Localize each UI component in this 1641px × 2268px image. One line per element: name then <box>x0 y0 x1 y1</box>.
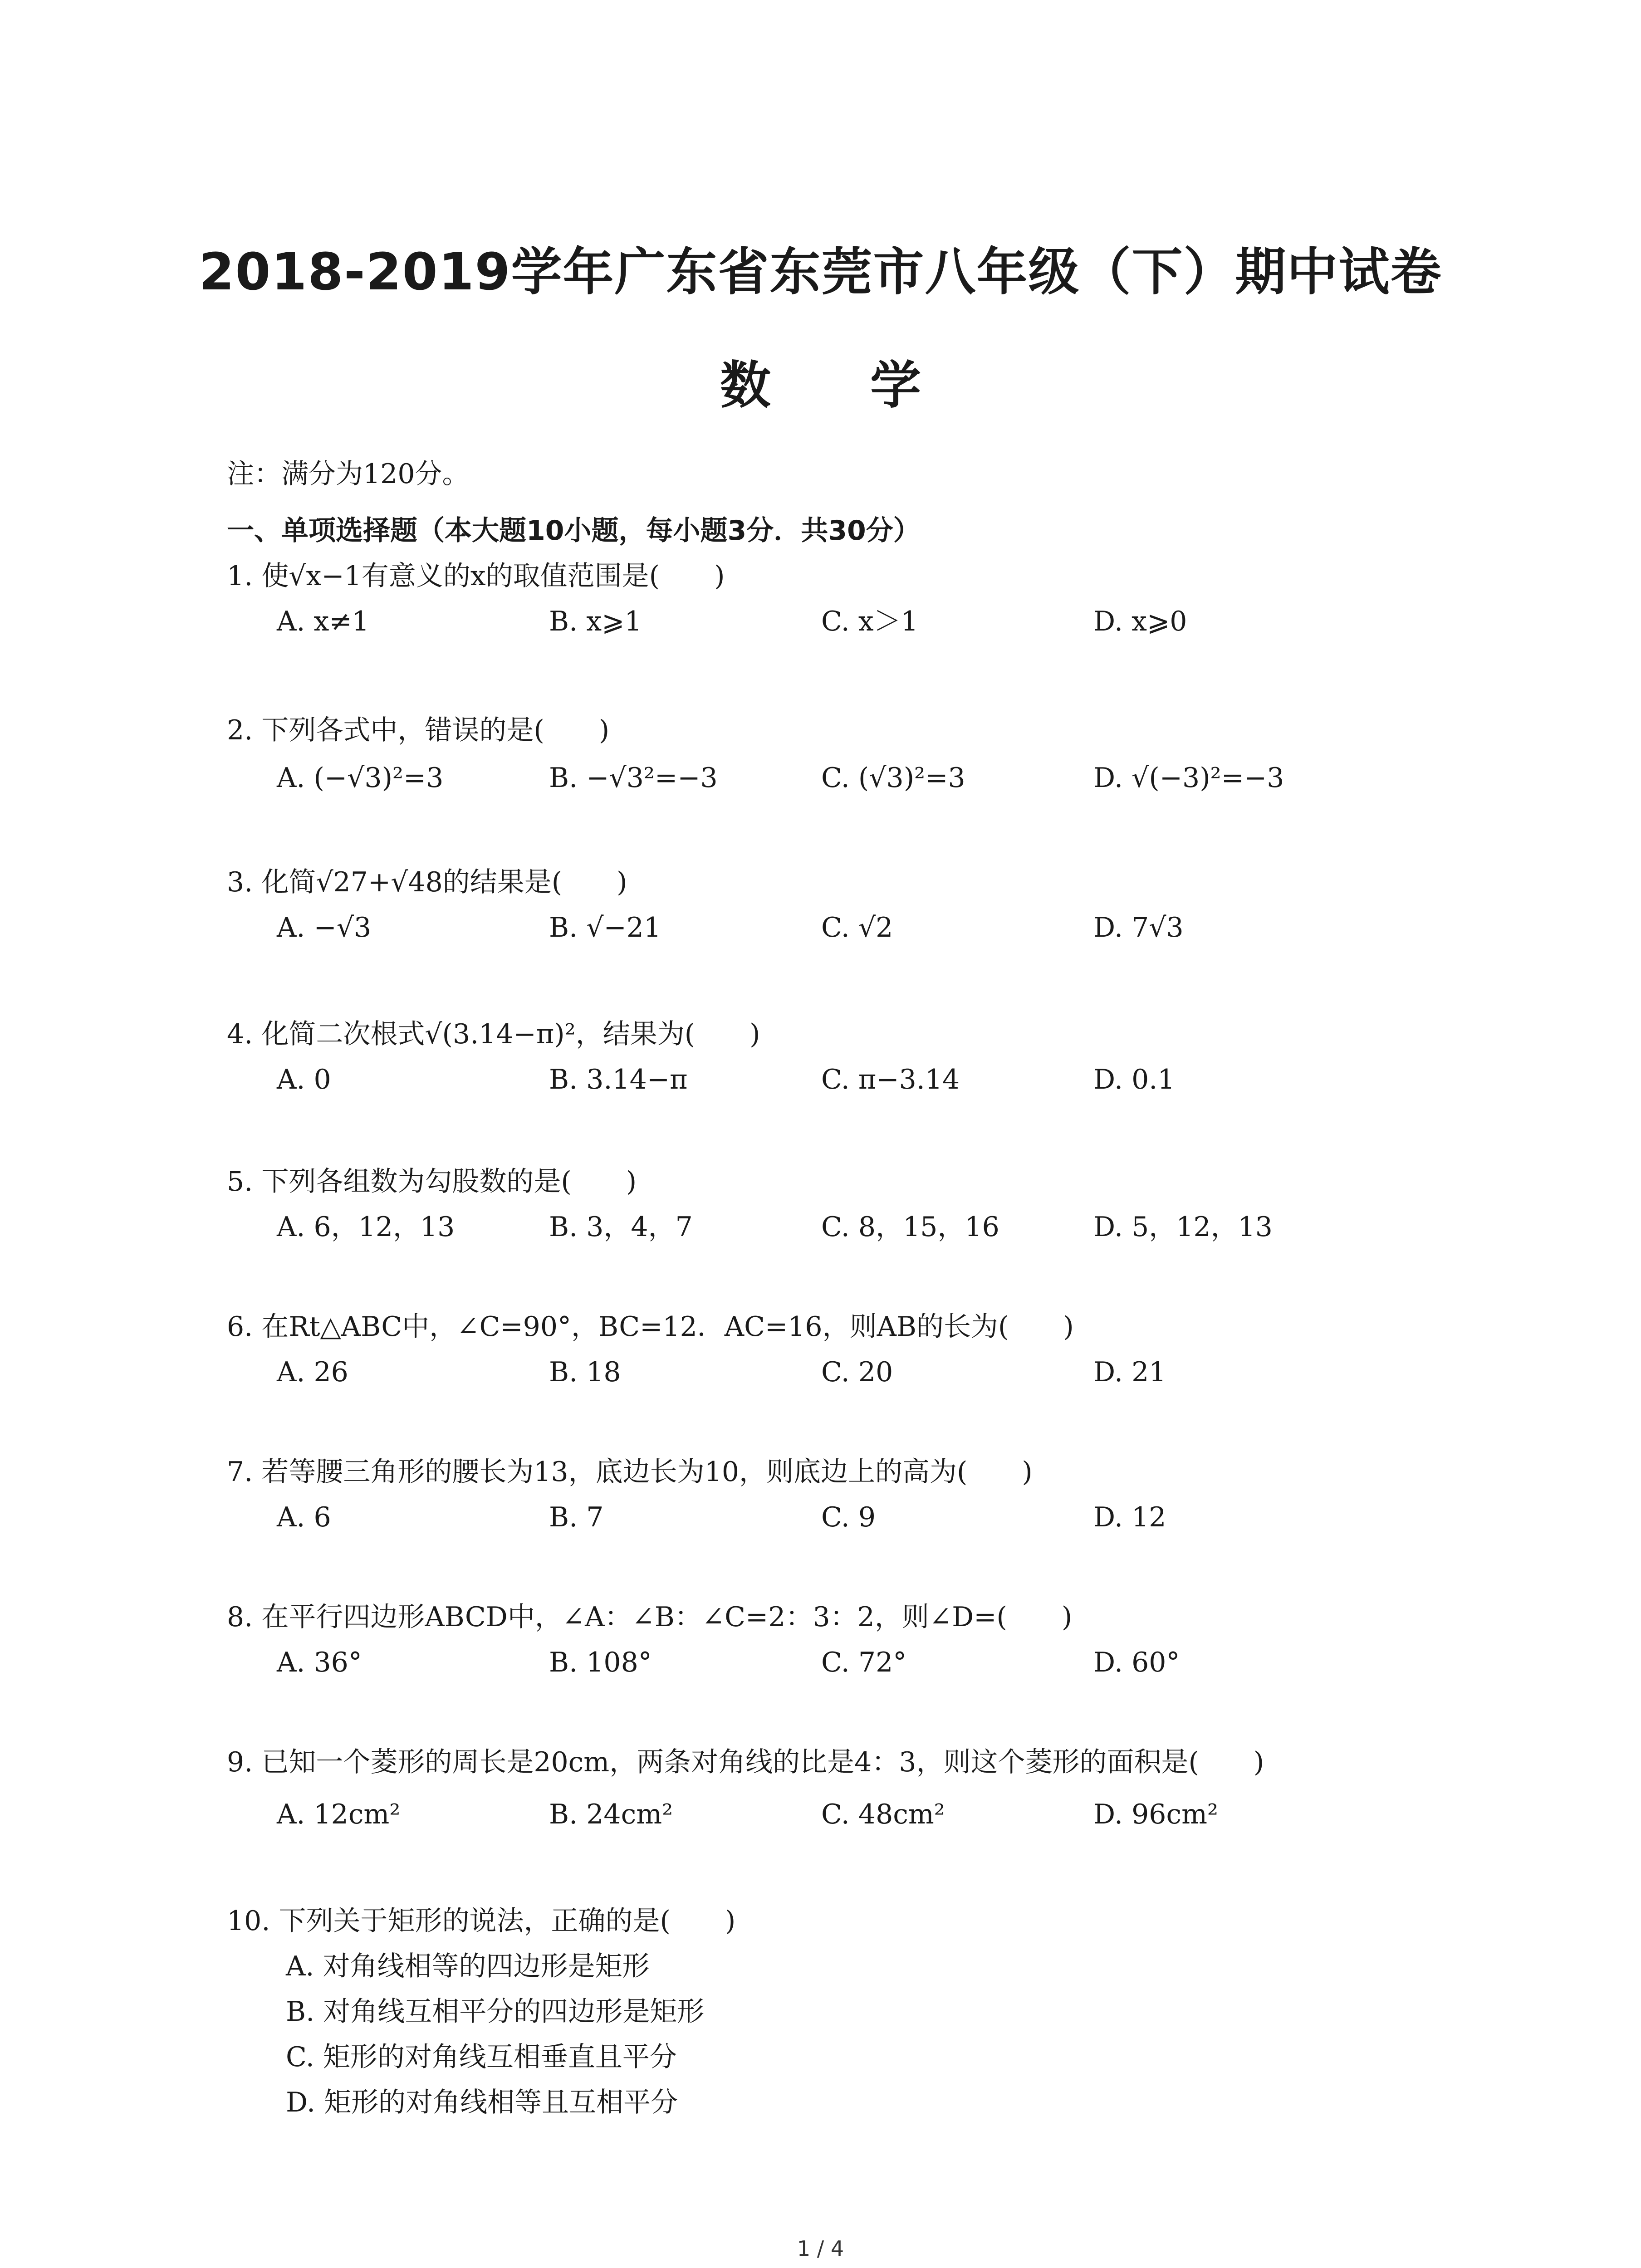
exam-subject: 数 学 <box>720 356 962 415</box>
option-a: A. 6，12，13 <box>277 1211 455 1243</box>
option-c: C. 9 <box>821 1501 876 1533</box>
option-c: C. (√3)²=3 <box>821 762 965 794</box>
question-4 <box>227 1014 760 1055</box>
question-8 <box>227 1597 1072 1637</box>
option-b: B. 3.14−π <box>549 1064 688 1095</box>
option-d: D. √(−3)²=−3 <box>1093 762 1284 794</box>
question-10-option-b: B. 对角线互相平分的四边形是矩形 <box>286 1996 705 2028</box>
option-d: D. 5，12，13 <box>1093 1211 1273 1243</box>
option-c: C. x＞1 <box>821 606 918 637</box>
score-note: 注：满分为120分。 <box>227 458 470 490</box>
exam-title: 2018-2019学年广东省东莞市八年级（下）期中试卷 <box>199 243 1442 302</box>
question-number: 2. <box>227 714 253 746</box>
question-2 <box>227 710 609 751</box>
option-b: B. 24cm² <box>549 1799 673 1830</box>
question-stem: 下列各式中，错误的是( ) <box>261 714 610 746</box>
question-number: 3. <box>227 866 253 898</box>
question-number: 1. <box>227 560 253 592</box>
question-stem: 下列各组数为勾股数的是( ) <box>261 1166 637 1198</box>
question-10-option-a: A. 对角线相等的四边形是矩形 <box>286 1950 650 1982</box>
option-c: C. 8，15，16 <box>821 1211 999 1243</box>
option-a: A. 26 <box>277 1356 348 1388</box>
question-5 <box>227 1161 637 1202</box>
option-d: D. 0.1 <box>1093 1064 1175 1095</box>
question-stem: 下列关于矩形的说法，正确的是( ) <box>279 1905 736 1937</box>
option-a: A. 12cm² <box>277 1799 401 1830</box>
option-a: A. x≠1 <box>277 606 369 637</box>
section-heading: 一、单项选择题（本大题10小题，每小题3分．共30分） <box>227 515 921 547</box>
question-number: 10. <box>227 1905 270 1937</box>
option-b: B. 7 <box>549 1501 604 1533</box>
option-c: C. 48cm² <box>821 1799 945 1830</box>
option-c: C. √2 <box>821 912 893 943</box>
question-stem: 化简√27+√48的结果是( ) <box>261 866 627 898</box>
question-stem: 在平行四边形ABCD中，∠A：∠B：∠C=2：3：2，则∠D=( ) <box>261 1601 1073 1633</box>
option-a: A. (−√3)²=3 <box>277 762 444 794</box>
option-a: A. −√3 <box>277 912 372 943</box>
option-a: A. 6 <box>277 1501 331 1533</box>
question-10-option-c: C. 矩形的对角线互相垂直且平分 <box>286 2041 677 2073</box>
question-9 <box>227 1742 1264 1783</box>
option-b: B. √−21 <box>549 912 661 943</box>
option-a: A. 36° <box>277 1647 362 1678</box>
question-10 <box>227 1901 735 1941</box>
question-stem: 化简二次根式√(3.14−π)²，结果为( ) <box>261 1018 760 1050</box>
question-7 <box>227 1452 1033 1492</box>
option-d: D. 7√3 <box>1093 912 1184 943</box>
option-b: B. 3，4，7 <box>549 1211 693 1243</box>
option-d: D. 60° <box>1093 1647 1180 1678</box>
page-number: 1 / 4 <box>797 2236 844 2261</box>
option-b: B. −√3²=−3 <box>549 762 718 794</box>
option-a: A. 0 <box>277 1064 331 1095</box>
question-number: 4. <box>227 1018 253 1050</box>
question-number: 6. <box>227 1311 253 1343</box>
option-d: D. 21 <box>1093 1356 1166 1388</box>
question-10-option-d: D. 矩形的对角线相等且互相平分 <box>286 2087 678 2118</box>
option-b: B. 18 <box>549 1356 621 1388</box>
option-d: D. 12 <box>1093 1501 1166 1533</box>
question-stem: 使√x−1有意义的x的取值范围是( ) <box>261 560 725 592</box>
question-stem: 若等腰三角形的腰长为13，底边长为10，则底边上的高为( ) <box>261 1456 1033 1488</box>
option-b: B. 108° <box>549 1647 652 1678</box>
option-c: C. 72° <box>821 1647 907 1678</box>
option-d: D. x⩾0 <box>1093 606 1187 637</box>
question-stem: 在Rt△ABC中，∠C=90°，BC=12．AC=16，则AB的长为( ) <box>261 1311 1074 1343</box>
option-c: C. π−3.14 <box>821 1064 960 1095</box>
question-number: 8. <box>227 1601 253 1633</box>
question-6 <box>227 1306 1074 1347</box>
question-3 <box>227 862 627 903</box>
option-b: B. x⩾1 <box>549 606 642 637</box>
question-stem: 已知一个菱形的周长是20cm，两条对角线的比是4：3，则这个菱形的面积是( ) <box>261 1746 1264 1778</box>
question-number: 7. <box>227 1456 253 1488</box>
option-c: C. 20 <box>821 1356 893 1388</box>
question-1 <box>227 556 725 596</box>
question-number: 5. <box>227 1166 253 1198</box>
option-d: D. 96cm² <box>1093 1799 1219 1830</box>
question-number: 9. <box>227 1746 253 1778</box>
